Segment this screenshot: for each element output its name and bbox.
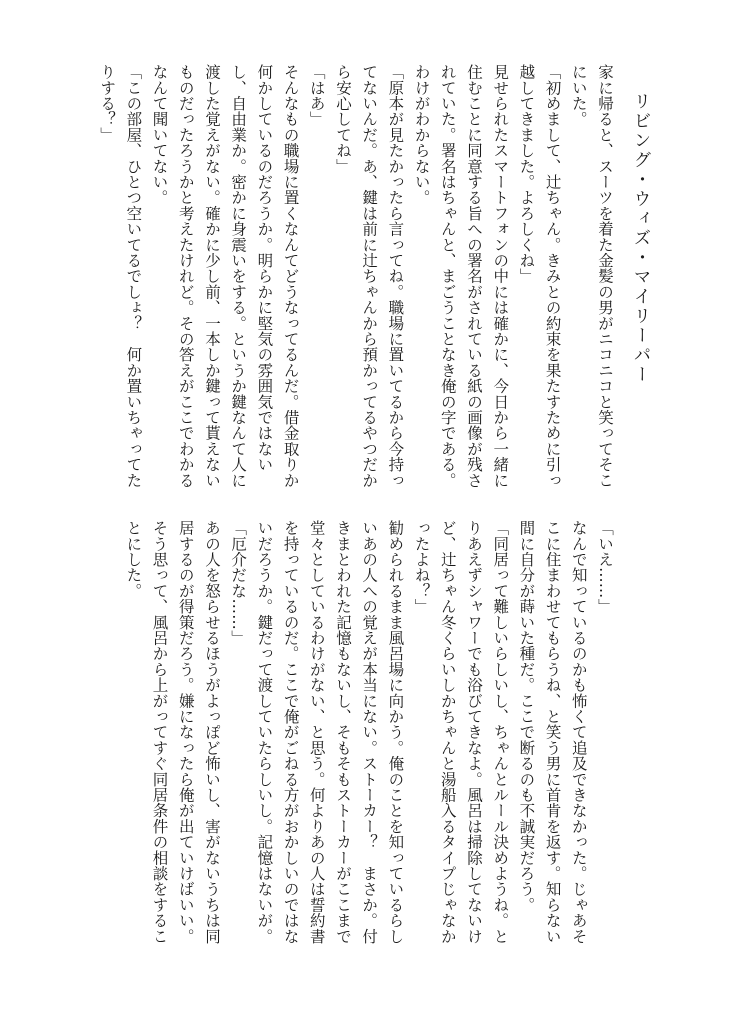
paragraph: そんなもの職場に置くなんてどうなってるんだ。借金取りか何かしているのだろうか。明らかに堅気の雰囲気ではないし、自由業か。密かに身震いをする。というか鍵なんて人に渡した覚えがない。確かに少し前、一本しか鍵って貰えないものだったろうかと考えたけれど。その答えがここでわかるなんて聞いてない。 <box>150 64 300 488</box>
paragraph: 家に帰ると、スーツを着た金髪の男がニコニコと笑ってそこにいた。 <box>569 64 614 488</box>
paragraph: 「この部屋、ひとつ空いてるでしょ？ 何か置いちゃってたりする？」 <box>98 64 143 488</box>
paragraph: 勧められるまま風呂場に向かう。俺のことを知っているらしいあの人への覚えが本当にない。ストーカー？ まさか。付きまとわれた記憶もないし、そもそもストーカーがここまで堂々としているわけがない、と思う。何よりあの人は誓約書を持っているのだ。ここで俺がごねる方がおかしいのではないだろうか。鍵だって渡していたらしいし。記憶はないが。 <box>255 520 405 944</box>
paragraph: 「同居って難しいらしいし、ちゃんとルール決めようね。とりあえずシャワーでも浴びてきなよ。風呂は掃除してないけど、辻ちゃん冬くらいしかちゃんと湯船入るタイプじゃなかったよね？」 <box>412 520 510 944</box>
paragraph: あの人を怒らせるほうがよっぽど怖いし、害がないうちは同居するのが得策だろう。嫌になったら俺が出ていけばいい。そう思って、風呂から上がってすぐ同居条件の相談をすることにした。 <box>124 520 221 944</box>
chapter-title: リビング・ウィズ・マイリーパー <box>631 92 651 385</box>
paragraph: 見せられたスマートフォンの中には確かに、今日から一緒に住むことに同意する旨への署名がされている紙の画像が残されていた。署名はちゃんと、まごうことなき俺の字である。わけがわからない。 <box>412 64 510 488</box>
paragraph: 「厄介だな……」 <box>229 520 248 646</box>
paragraph: なんで知っているのかも怖くて追及できなかった。じゃあそこに住まわせてもらうね、と笑う男に首肯を返す。知らない間に自分が蒔いた種だ。ここで断るのも不誠実だろう。 <box>517 520 588 944</box>
paragraph: 「原本が見たかったら言ってね。職場に置いてるから今持ってないんだ。あ、鍵は前に辻ちゃんから預かってるやつだから安心してね」 <box>333 64 405 488</box>
paragraph: 「初めまして、辻ちゃん。きみとの約束を果たすために引っ越してきました。よろしくね」 <box>517 64 562 488</box>
upper-text-block <box>94 64 618 502</box>
paragraph: 「はあ」 <box>307 64 326 127</box>
lower-text-block <box>120 520 618 954</box>
paragraph: 「いえ……」 <box>596 520 614 615</box>
